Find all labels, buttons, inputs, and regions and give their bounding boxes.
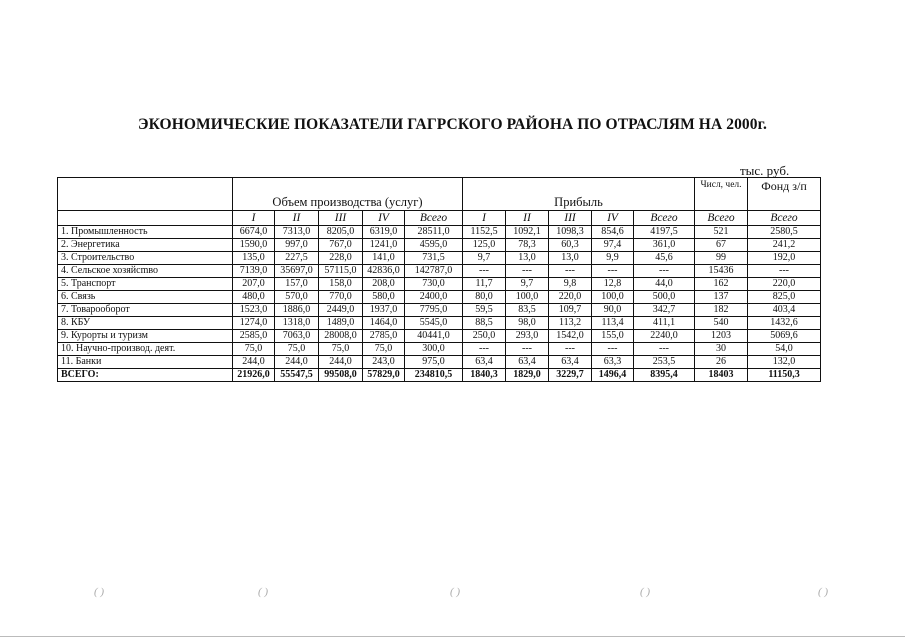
production-cell: 975,0 bbox=[405, 356, 463, 369]
profit-cell: --- bbox=[592, 343, 634, 356]
production-cell: 1590,0 bbox=[233, 239, 275, 252]
fund-cell: 5069,6 bbox=[748, 330, 821, 343]
employees-cell: 26 bbox=[695, 356, 748, 369]
production-cell: 35697,0 bbox=[275, 265, 319, 278]
production-cell: 227,5 bbox=[275, 252, 319, 265]
production-header: Объем производства (услуг) bbox=[233, 178, 463, 211]
production-cell: 135,0 bbox=[233, 252, 275, 265]
profit-cell: 60,3 bbox=[549, 239, 592, 252]
profit-cell: 100,0 bbox=[506, 291, 549, 304]
quarter-header: I bbox=[233, 211, 275, 226]
page-mark: ( ) bbox=[258, 586, 269, 598]
production-cell: 7313,0 bbox=[275, 226, 319, 239]
profit-cell: 78,3 bbox=[506, 239, 549, 252]
page-mark: ( ) bbox=[818, 586, 829, 598]
sector-name: 7. Товарооборот bbox=[58, 304, 233, 317]
sector-name: 10. Научно-производ. деят. bbox=[58, 343, 233, 356]
profit-cell: 9,9 bbox=[592, 252, 634, 265]
profit-cell: 3229,7 bbox=[549, 369, 592, 382]
production-cell: 1489,0 bbox=[319, 317, 363, 330]
profit-cell: 98,0 bbox=[506, 317, 549, 330]
employees-cell: 521 bbox=[695, 226, 748, 239]
table-row bbox=[58, 356, 821, 369]
production-cell: 1937,0 bbox=[363, 304, 405, 317]
production-cell: 2400,0 bbox=[405, 291, 463, 304]
quarter-header: IV bbox=[592, 211, 634, 226]
profit-cell: 342,7 bbox=[634, 304, 695, 317]
production-cell: 1523,0 bbox=[233, 304, 275, 317]
sector-name: 3. Строительство bbox=[58, 252, 233, 265]
fund-cell: 220,0 bbox=[748, 278, 821, 291]
production-cell: 244,0 bbox=[233, 356, 275, 369]
quarter-header: Всего bbox=[405, 211, 463, 226]
profit-cell: 44,0 bbox=[634, 278, 695, 291]
production-cell: 158,0 bbox=[319, 278, 363, 291]
production-cell: 244,0 bbox=[319, 356, 363, 369]
production-cell: 4595,0 bbox=[405, 239, 463, 252]
production-cell: 7063,0 bbox=[275, 330, 319, 343]
profit-cell: 500,0 bbox=[634, 291, 695, 304]
profit-cell: 293,0 bbox=[506, 330, 549, 343]
quarter-header: II bbox=[506, 211, 549, 226]
production-cell: 75,0 bbox=[233, 343, 275, 356]
production-cell: 767,0 bbox=[319, 239, 363, 252]
fund-cell: 11150,3 bbox=[748, 369, 821, 382]
profit-cell: 9,8 bbox=[549, 278, 592, 291]
production-cell: 75,0 bbox=[363, 343, 405, 356]
profit-cell: 90,0 bbox=[592, 304, 634, 317]
production-cell: 1274,0 bbox=[233, 317, 275, 330]
sector-name: 4. Сельское хозяйсmво bbox=[58, 265, 233, 278]
sector-name: 8. КБУ bbox=[58, 317, 233, 330]
profit-cell: 1092,1 bbox=[506, 226, 549, 239]
sector-name: 1. Промышленность bbox=[58, 226, 233, 239]
production-cell: 580,0 bbox=[363, 291, 405, 304]
quarter-header: III bbox=[549, 211, 592, 226]
profit-cell: 1542,0 bbox=[549, 330, 592, 343]
profit-cell: 854,6 bbox=[592, 226, 634, 239]
fund-cell: --- bbox=[748, 265, 821, 278]
production-cell: 75,0 bbox=[275, 343, 319, 356]
table-row bbox=[58, 239, 821, 252]
profit-cell: 220,0 bbox=[549, 291, 592, 304]
quarter-header: I bbox=[463, 211, 506, 226]
production-cell: 480,0 bbox=[233, 291, 275, 304]
profit-cell: 1152,5 bbox=[463, 226, 506, 239]
profit-cell: 113,2 bbox=[549, 317, 592, 330]
production-cell: 731,5 bbox=[405, 252, 463, 265]
production-cell: 57829,0 bbox=[363, 369, 405, 382]
production-cell: 141,0 bbox=[363, 252, 405, 265]
quarter-header: III bbox=[319, 211, 363, 226]
production-cell: 570,0 bbox=[275, 291, 319, 304]
profit-cell: 13,0 bbox=[549, 252, 592, 265]
profit-cell: 411,1 bbox=[634, 317, 695, 330]
sector-name: 11. Банки bbox=[58, 356, 233, 369]
production-cell: 142787,0 bbox=[405, 265, 463, 278]
production-cell: 42836,0 bbox=[363, 265, 405, 278]
fund-cell: 825,0 bbox=[748, 291, 821, 304]
profit-cell: 11,7 bbox=[463, 278, 506, 291]
document-title: ЭКОНОМИЧЕСКИЕ ПОКАЗАТЕЛИ ГАГРСКОГО РАЙОНА ПО ОТРАСЛЯМ НА 2000г. bbox=[137, 116, 767, 133]
fund-cell: 2580,5 bbox=[748, 226, 821, 239]
production-cell: 55547,5 bbox=[275, 369, 319, 382]
employees-cell: 99 bbox=[695, 252, 748, 265]
profit-cell: 9,7 bbox=[463, 252, 506, 265]
production-cell: 1464,0 bbox=[363, 317, 405, 330]
production-cell: 7139,0 bbox=[233, 265, 275, 278]
page-mark: ( ) bbox=[94, 586, 105, 598]
profit-cell: 59,5 bbox=[463, 304, 506, 317]
profit-cell: 125,0 bbox=[463, 239, 506, 252]
profit-cell: --- bbox=[506, 343, 549, 356]
profit-cell: 63,4 bbox=[463, 356, 506, 369]
profit-cell: 63,3 bbox=[592, 356, 634, 369]
production-cell: 2785,0 bbox=[363, 330, 405, 343]
fund-total-header: Всего bbox=[748, 211, 821, 226]
profit-cell: 88,5 bbox=[463, 317, 506, 330]
production-cell: 6674,0 bbox=[233, 226, 275, 239]
sector-name: 2. Энергетика bbox=[58, 239, 233, 252]
profit-cell: --- bbox=[592, 265, 634, 278]
production-cell: 228,0 bbox=[319, 252, 363, 265]
fund-cell: 54,0 bbox=[748, 343, 821, 356]
profit-cell: 80,0 bbox=[463, 291, 506, 304]
employees-cell: 1203 bbox=[695, 330, 748, 343]
table-row bbox=[58, 265, 821, 278]
profit-cell: 109,7 bbox=[549, 304, 592, 317]
production-cell: 157,0 bbox=[275, 278, 319, 291]
production-cell: 6319,0 bbox=[363, 226, 405, 239]
sector-name: ВСЕГО: bbox=[58, 369, 233, 382]
profit-cell: 155,0 bbox=[592, 330, 634, 343]
employees-cell: 540 bbox=[695, 317, 748, 330]
fund-cell: 192,0 bbox=[748, 252, 821, 265]
profit-cell: 250,0 bbox=[463, 330, 506, 343]
production-cell: 1318,0 bbox=[275, 317, 319, 330]
production-cell: 40441,0 bbox=[405, 330, 463, 343]
fund-cell: 132,0 bbox=[748, 356, 821, 369]
page-mark: ( ) bbox=[640, 586, 651, 598]
sector-name: 6. Связь bbox=[58, 291, 233, 304]
employees-cell: 30 bbox=[695, 343, 748, 356]
profit-cell: 63,4 bbox=[549, 356, 592, 369]
profit-cell: 4197,5 bbox=[634, 226, 695, 239]
fund-cell: 403,4 bbox=[748, 304, 821, 317]
unit-label: тыс. руб. bbox=[740, 163, 790, 178]
total-row bbox=[58, 369, 821, 382]
production-cell: 208,0 bbox=[363, 278, 405, 291]
profit-cell: --- bbox=[506, 265, 549, 278]
profit-cell: 45,6 bbox=[634, 252, 695, 265]
quarter-header: Всего bbox=[634, 211, 695, 226]
employees-cell: 67 bbox=[695, 239, 748, 252]
profit-cell: --- bbox=[463, 343, 506, 356]
table-row bbox=[58, 278, 821, 291]
profit-cell: 2240,0 bbox=[634, 330, 695, 343]
profit-cell: 1496,4 bbox=[592, 369, 634, 382]
production-cell: 57115,0 bbox=[319, 265, 363, 278]
production-cell: 99508,0 bbox=[319, 369, 363, 382]
profit-cell: 97,4 bbox=[592, 239, 634, 252]
employees-total-header: Всего bbox=[695, 211, 748, 226]
employees-cell: 162 bbox=[695, 278, 748, 291]
page-edge bbox=[0, 636, 905, 637]
production-cell: 234810,5 bbox=[405, 369, 463, 382]
table-row bbox=[58, 226, 821, 239]
employees-cell: 15436 bbox=[695, 265, 748, 278]
table-row bbox=[58, 252, 821, 265]
profit-cell: --- bbox=[549, 343, 592, 356]
fund-header: Фонд з/п bbox=[748, 178, 821, 211]
employees-cell: 18403 bbox=[695, 369, 748, 382]
sector-name: 9. Курорты и туризм bbox=[58, 330, 233, 343]
production-cell: 21926,0 bbox=[233, 369, 275, 382]
profit-cell: 100,0 bbox=[592, 291, 634, 304]
economic-indicators-table bbox=[57, 177, 821, 382]
quarter-header: IV bbox=[363, 211, 405, 226]
profit-cell: 1829,0 bbox=[506, 369, 549, 382]
profit-cell: 1098,3 bbox=[549, 226, 592, 239]
profit-cell: 1840,3 bbox=[463, 369, 506, 382]
profit-cell: --- bbox=[634, 343, 695, 356]
employees-header: Числ, чел. bbox=[695, 178, 748, 211]
production-cell: 7795,0 bbox=[405, 304, 463, 317]
fund-cell: 241,2 bbox=[748, 239, 821, 252]
page-mark: ( ) bbox=[450, 586, 461, 598]
table-row bbox=[58, 291, 821, 304]
table-row bbox=[58, 330, 821, 343]
employees-cell: 182 bbox=[695, 304, 748, 317]
production-cell: 2585,0 bbox=[233, 330, 275, 343]
quarter-header: II bbox=[275, 211, 319, 226]
production-cell: 28511,0 bbox=[405, 226, 463, 239]
header-empty-cell bbox=[58, 178, 233, 211]
fund-cell: 1432,6 bbox=[748, 317, 821, 330]
production-cell: 75,0 bbox=[319, 343, 363, 356]
table-row bbox=[58, 304, 821, 317]
production-cell: 28008,0 bbox=[319, 330, 363, 343]
production-cell: 730,0 bbox=[405, 278, 463, 291]
production-cell: 243,0 bbox=[363, 356, 405, 369]
profit-cell: 113,4 bbox=[592, 317, 634, 330]
sector-name: 5. Транспорт bbox=[58, 278, 233, 291]
profit-cell: --- bbox=[634, 265, 695, 278]
profit-cell: 8395,4 bbox=[634, 369, 695, 382]
profit-header: Прибыль bbox=[463, 178, 695, 211]
production-cell: 5545,0 bbox=[405, 317, 463, 330]
profit-cell: 9,7 bbox=[506, 278, 549, 291]
header-empty-cell bbox=[58, 211, 233, 226]
profit-cell: --- bbox=[463, 265, 506, 278]
production-cell: 8205,0 bbox=[319, 226, 363, 239]
production-cell: 1241,0 bbox=[363, 239, 405, 252]
profit-cell: 361,0 bbox=[634, 239, 695, 252]
production-cell: 244,0 bbox=[275, 356, 319, 369]
profit-cell: 83,5 bbox=[506, 304, 549, 317]
production-cell: 1886,0 bbox=[275, 304, 319, 317]
production-cell: 997,0 bbox=[275, 239, 319, 252]
profit-cell: 13,0 bbox=[506, 252, 549, 265]
profit-cell: --- bbox=[549, 265, 592, 278]
table-row bbox=[58, 317, 821, 330]
profit-cell: 63,4 bbox=[506, 356, 549, 369]
production-cell: 770,0 bbox=[319, 291, 363, 304]
profit-cell: 12,8 bbox=[592, 278, 634, 291]
employees-cell: 137 bbox=[695, 291, 748, 304]
production-cell: 300,0 bbox=[405, 343, 463, 356]
profit-cell: 253,5 bbox=[634, 356, 695, 369]
production-cell: 2449,0 bbox=[319, 304, 363, 317]
table-row bbox=[58, 343, 821, 356]
production-cell: 207,0 bbox=[233, 278, 275, 291]
